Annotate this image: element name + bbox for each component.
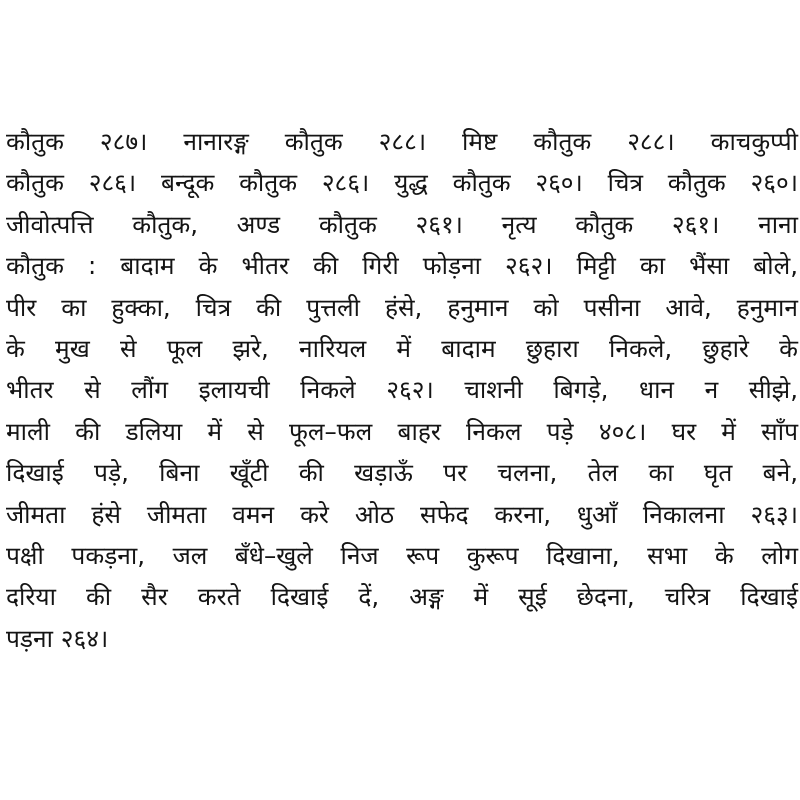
- text-line-7: भीतर से लौंग इलायची निकले २६२। चाशनी बिगड़े, धान न सीझे,: [6, 375, 798, 405]
- text-line-8: माली की डलिया में से फूल–फल बाहर निकल पड़े ४०८। घर में साँप: [6, 416, 798, 446]
- text-line-4: कौतुक : बादाम के भीतर की गिरी फोड़ना २६२। मिट्टी का भैंसा बोले,: [6, 251, 798, 281]
- text-line-1: कौतुक २८७। नानारङ्ग कौतुक २८८। मिष्ट कौतुक २८८। काचकुप्पी: [6, 127, 798, 156]
- text-line-5: पीर का हुक्का, चित्र की पुत्तली हंसे, हनुमान को पसीना आवे, हनुमान: [6, 292, 798, 322]
- text-line-13: पड़ना २६४।: [6, 623, 109, 653]
- text-line-6: के मुख से फूल झरे, नारियल में बादाम छुहारा निकले, छुहारे के: [6, 333, 798, 363]
- text-line-2: कौतुक २८६। बन्दूक कौतुक २८६। युद्ध कौतुक २६०। चित्र कौतुक २६०।: [6, 168, 798, 198]
- text-line-9: दिखाई पड़े, बिना खूँटी की खड़ाऊँ पर चलना, तेल का घृत बने,: [6, 458, 798, 488]
- text-line-3: जीवोत्पत्ति कौतुक, अण्ड कौतुक २६१। नृत्य कौतुक २६१। नाना: [6, 209, 798, 239]
- text-block: [6, 121, 798, 659]
- text-line-11: पक्षी पकड़ना, जल बँधे–खुले निज रूप कुरूप दिखाना, सभा के लोग: [6, 540, 798, 570]
- text-line-12: दरिया की सैर करते दिखाई दें, अङ्ग में सूई छेदना, चरित्र दिखाई: [6, 582, 798, 612]
- text-line-10: जीमता हंसे जीमता वमन करे ओठ सफेद करना, धुआँ निकालना २६३।: [6, 499, 798, 529]
